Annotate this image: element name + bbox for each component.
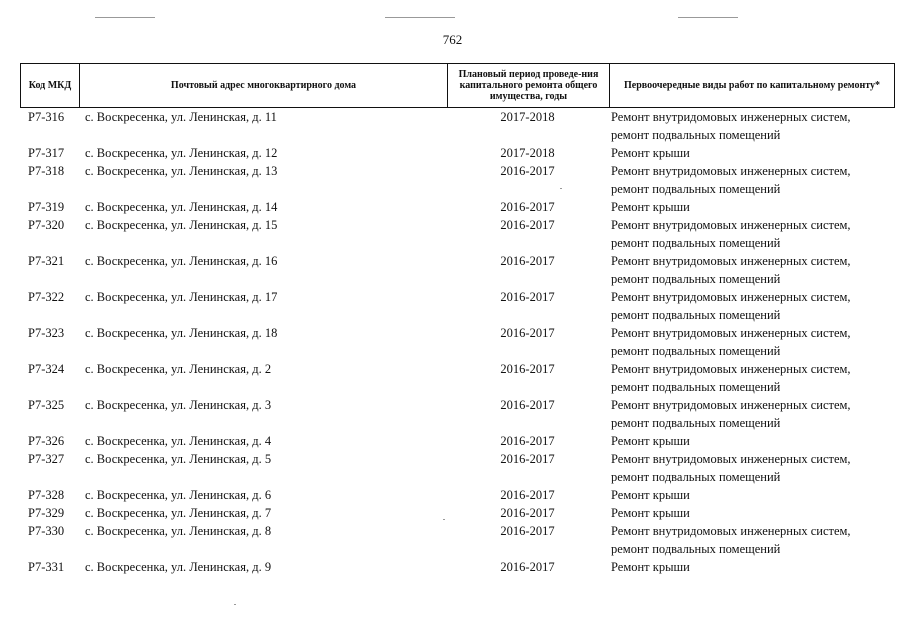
scan-artifact [95, 17, 155, 18]
row-code: Р7-324 [28, 362, 65, 376]
scan-speck [234, 604, 236, 605]
row-address: с. Воскресенка, ул. Ленинская, д. 6 [85, 488, 272, 502]
works-line: Ремонт внутридомовых инженерных систем, [611, 524, 851, 538]
row-period: 2017-2018 [500, 146, 555, 160]
row-code: Р7-329 [28, 506, 65, 520]
row-period: 2016-2017 [500, 290, 555, 304]
row-address: с. Воскресенка, ул. Ленинская, д. 13 [85, 164, 278, 178]
row-address: с. Воскресенка, ул. Ленинская, д. 9 [85, 560, 272, 574]
works-line: ремонт подвальных помещений [611, 344, 781, 358]
row-period: 2016-2017 [500, 362, 555, 376]
works-line: Ремонт крыши [611, 200, 690, 214]
page-number: 762 [442, 32, 463, 47]
row-works [611, 144, 891, 162]
row-works [611, 360, 891, 396]
row-works [611, 504, 891, 522]
row-address: с. Воскресенка, ул. Ленинская, д. 12 [85, 146, 278, 160]
works-line: Ремонт крыши [611, 434, 690, 448]
header-address: Почтовый адрес многоквартирного дома [79, 64, 447, 107]
row-address: с. Воскресенка, ул. Ленинская, д. 2 [85, 362, 272, 376]
scan-speck [560, 188, 562, 189]
row-address: с. Воскресенка, ул. Ленинская, д. 17 [85, 290, 278, 304]
row-code: Р7-316 [28, 110, 65, 124]
works-line: ремонт подвальных помещений [611, 272, 781, 286]
header-code: Код МКД [28, 80, 72, 91]
row-period: 2016-2017 [500, 452, 555, 466]
row-address: с. Воскресенка, ул. Ленинская, д. 14 [85, 200, 278, 214]
row-period: 2016-2017 [500, 326, 555, 340]
row-address: с. Воскресенка, ул. Ленинская, д. 4 [85, 434, 272, 448]
row-code: Р7-327 [28, 452, 65, 466]
row-works [611, 216, 891, 252]
row-code: Р7-323 [28, 326, 65, 340]
row-code: Р7-330 [28, 524, 65, 538]
row-code: Р7-325 [28, 398, 65, 412]
row-period: 2016-2017 [500, 254, 555, 268]
row-period: 2016-2017 [500, 524, 555, 538]
row-period: 2016-2017 [500, 164, 555, 178]
scan-speck [443, 519, 445, 520]
row-works [611, 162, 891, 198]
row-address: с. Воскресенка, ул. Ленинская, д. 16 [85, 254, 278, 268]
row-code: Р7-319 [28, 200, 65, 214]
row-code: Р7-320 [28, 218, 65, 232]
row-works [611, 522, 891, 558]
row-address: с. Воскресенка, ул. Ленинская, д. 8 [85, 524, 272, 538]
works-line: ремонт подвальных помещений [611, 128, 781, 142]
row-code: Р7-331 [28, 560, 65, 574]
works-line: ремонт подвальных помещений [611, 308, 781, 322]
scan-artifact [678, 17, 738, 18]
row-code: Р7-322 [28, 290, 65, 304]
works-line: Ремонт внутридомовых инженерных систем, [611, 326, 851, 340]
works-line: Ремонт внутридомовых инженерных систем, [611, 398, 851, 412]
row-address: с. Воскресенка, ул. Ленинская, д. 3 [85, 398, 272, 412]
row-works [611, 108, 891, 144]
row-code: Р7-318 [28, 164, 65, 178]
works-line: Ремонт внутридомовых инженерных систем, [611, 110, 851, 124]
row-period: 2016-2017 [500, 434, 555, 448]
row-works [611, 288, 891, 324]
row-period: 2017-2018 [500, 110, 555, 124]
works-line: Ремонт внутридомовых инженерных систем, [611, 362, 851, 376]
works-line: ремонт подвальных помещений [611, 236, 781, 250]
row-code: Р7-328 [28, 488, 65, 502]
works-line: Ремонт внутридомовых инженерных систем, [611, 164, 851, 178]
works-line: ремонт подвальных помещений [611, 470, 781, 484]
header-works: Первоочередные виды работ по капитальному ремонту* [609, 64, 894, 107]
works-line: ремонт подвальных помещений [611, 416, 781, 430]
works-line: Ремонт крыши [611, 488, 690, 502]
scan-artifact [385, 17, 455, 18]
row-works [611, 486, 891, 504]
row-period: 2016-2017 [500, 560, 555, 574]
row-works [611, 324, 891, 360]
row-works [611, 198, 891, 216]
row-period: 2016-2017 [500, 506, 555, 520]
row-address: с. Воскресенка, ул. Ленинская, д. 7 [85, 506, 272, 520]
works-line: Ремонт внутридомовых инженерных систем, [611, 452, 851, 466]
row-code: Р7-317 [28, 146, 65, 160]
table-header [20, 63, 895, 108]
row-period: 2016-2017 [500, 218, 555, 232]
works-line: Ремонт крыши [611, 146, 690, 160]
row-period: 2016-2017 [500, 488, 555, 502]
row-address: с. Воскресенка, ул. Ленинская, д. 11 [85, 110, 277, 124]
works-line: ремонт подвальных помещений [611, 182, 781, 196]
row-code: Р7-321 [28, 254, 65, 268]
works-line: ремонт подвальных помещений [611, 380, 781, 394]
row-period: 2016-2017 [500, 398, 555, 412]
works-line: Ремонт внутридомовых инженерных систем, [611, 254, 851, 268]
row-address: с. Воскресенка, ул. Ленинская, д. 18 [85, 326, 278, 340]
row-works [611, 396, 891, 432]
works-line: Ремонт крыши [611, 560, 690, 574]
works-line: Ремонт внутридомовых инженерных систем, [611, 218, 851, 232]
row-address: с. Воскресенка, ул. Ленинская, д. 15 [85, 218, 278, 232]
header-period: Плановый период проведе-ния капитального ремонта общего имущества, годы [447, 64, 609, 107]
row-works [611, 450, 891, 486]
works-line: ремонт подвальных помещений [611, 542, 781, 556]
row-works [611, 252, 891, 288]
row-works [611, 432, 891, 450]
works-line: Ремонт внутридомовых инженерных систем, [611, 290, 851, 304]
row-code: Р7-326 [28, 434, 65, 448]
row-address: с. Воскресенка, ул. Ленинская, д. 5 [85, 452, 272, 466]
row-period: 2016-2017 [500, 200, 555, 214]
works-line: Ремонт крыши [611, 506, 690, 520]
row-works [611, 558, 891, 576]
